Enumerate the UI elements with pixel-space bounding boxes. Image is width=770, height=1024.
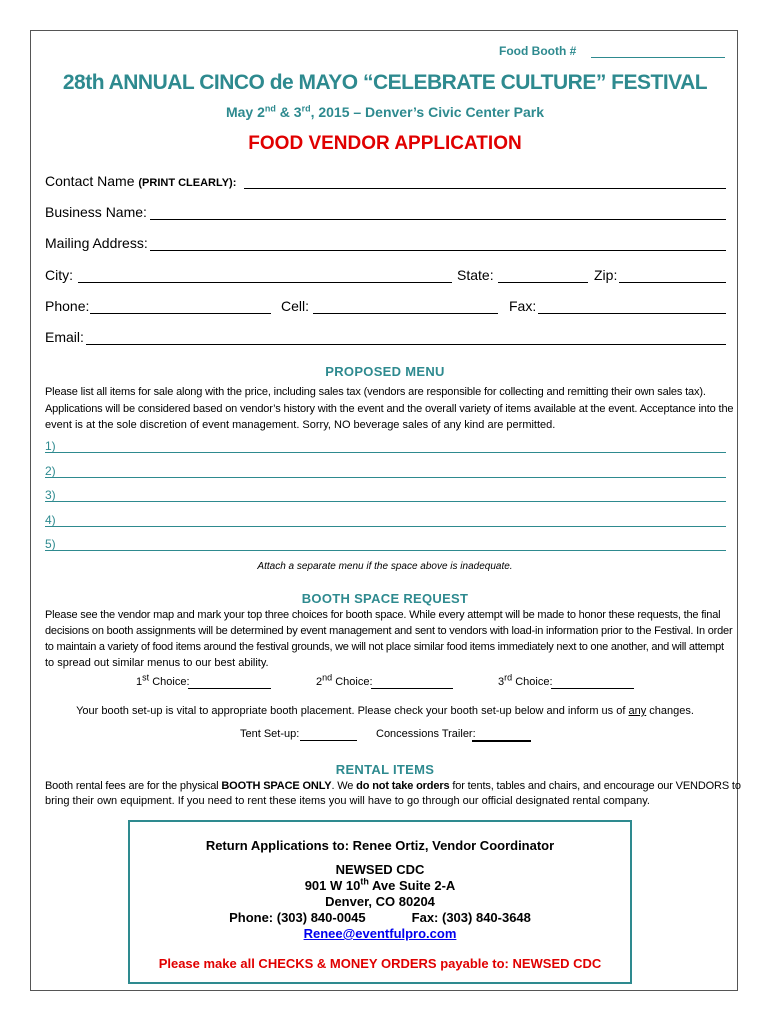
menu-item-field[interactable] [45, 438, 726, 453]
menu-item-field[interactable] [45, 487, 726, 502]
phone-label: Phone: [45, 298, 90, 314]
return-to-line: Return Applications to: Renee Ortiz, Vendor Coordinator [205, 838, 555, 853]
rental-items-heading: RENTAL ITEMS [335, 762, 435, 777]
third-choice-field[interactable] [551, 676, 634, 689]
menu-item-number: 4) [45, 513, 56, 527]
menu-item-number: 5) [45, 537, 56, 551]
menu-instructions: Please list all items for sale along with the price, including sales tax (vendors are responsible for collecting and remitting their own sales tax). Applications will be considered based on vendor’s history with the event and the overall variety of items available at the event. Acceptance into the event is at the sole discretion of event management. Sorry, NO beverage sales of any kind are permitted. [45, 386, 734, 432]
fax-label: Fax: [509, 298, 537, 314]
cell-label: Cell: [281, 298, 310, 314]
booth-instructions: Please see the vendor map and mark your top three choices for booth space. While every attempt will be made to honor these requests, the final decisions on booth assignments will be determined by event management and sent to vendors with load-in information prior to the Festival. In order to maintain a variety of food items around the festival grounds, we will not place similar food items immediately next to one another, and will attempt to spread out similar menus to our best ability. [45, 609, 733, 669]
form-title: FOOD VENDOR APPLICATION [248, 133, 522, 154]
city-label: City: [45, 267, 73, 283]
city-field[interactable] [78, 268, 452, 283]
menu-item-field[interactable] [45, 512, 726, 527]
cell-field[interactable] [313, 299, 498, 314]
business-name-field[interactable] [150, 205, 726, 220]
organization-name: NEWSED CDC [335, 862, 425, 877]
state-field[interactable] [498, 268, 588, 283]
mailing-address-label: Mailing Address: [45, 235, 148, 251]
first-choice-label: 1st Choice: [136, 672, 190, 688]
phone-field[interactable] [90, 299, 271, 314]
concessions-trailer-field[interactable] [472, 728, 531, 742]
festival-title: 28th ANNUAL CINCO de MAYO “CELEBRATE CULTURE” FESTIVAL [62, 71, 708, 94]
concessions-trailer-label: Concessions Trailer: [376, 728, 476, 740]
event-date: May 2nd & 3rd, 2015 – Denver’s Civic Center Park [225, 103, 545, 120]
rental-instructions: Booth rental fees are for the physical BOOTH SPACE ONLY. We do not take orders for tents, tables and chairs, and encourage our VENDORS to bring their own equipment. If you need to rent these items you will have to go through our official designated rental company. [45, 780, 741, 807]
city-state-zip: Denver, CO 80204 [325, 894, 435, 909]
zip-field[interactable] [619, 268, 726, 283]
menu-item-field[interactable] [45, 536, 726, 551]
food-booth-number-field[interactable] [591, 45, 725, 58]
state-label: State: [457, 267, 494, 283]
payable-notice: Please make all CHECKS & MONEY ORDERS payable to: NEWSED CDC [158, 956, 602, 971]
mailing-address-field[interactable] [150, 236, 726, 251]
return-info-box [128, 820, 632, 984]
menu-note: Attach a separate menu if the space above is inadequate. [257, 561, 513, 572]
coordinator-email-link[interactable]: Renee@eventfulpro.com [303, 926, 457, 941]
contact-name-label: Contact Name (PRINT CLEARLY): [45, 173, 237, 189]
second-choice-label: 2nd Choice: [316, 672, 373, 688]
menu-item-number: 2) [45, 464, 56, 478]
food-booth-label: Food Booth # [499, 44, 577, 58]
phone-fax-line: Phone: (303) 840-0045 Fax: (303) 840-3648 [229, 910, 531, 925]
proposed-menu-heading: PROPOSED MENU [325, 364, 445, 379]
menu-item-field[interactable] [45, 463, 726, 478]
menu-item-number: 3) [45, 488, 56, 502]
second-choice-field[interactable] [371, 676, 453, 689]
street-address: 901 W 10th Ave Suite 2-A [304, 876, 456, 893]
business-name-label: Business Name: [45, 204, 147, 220]
booth-space-heading: BOOTH SPACE REQUEST [301, 591, 469, 606]
third-choice-label: 3rd Choice: [498, 672, 553, 688]
zip-label: Zip: [594, 267, 618, 283]
menu-item-number: 1) [45, 439, 56, 453]
first-choice-field[interactable] [188, 676, 271, 689]
tent-setup-field[interactable] [300, 728, 357, 741]
tent-setup-label: Tent Set-up: [240, 728, 300, 740]
email-field[interactable] [86, 330, 726, 345]
fax-field[interactable] [538, 299, 726, 314]
email-label: Email: [45, 329, 84, 345]
setup-instructions: Your booth set-up is vital to appropriate booth placement. Please check your booth set-up below and inform us of any changes. [76, 705, 694, 717]
contact-name-field[interactable] [244, 174, 726, 189]
